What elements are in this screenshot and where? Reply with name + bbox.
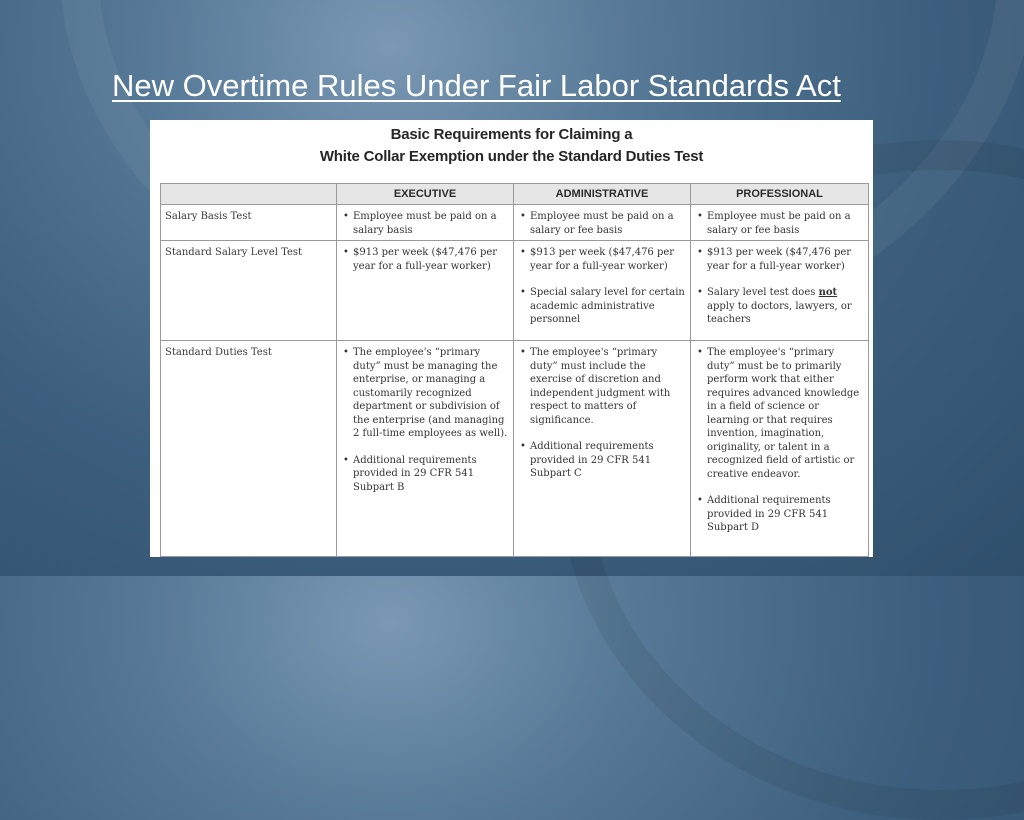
panel-heading [150, 120, 873, 168]
requirements-table [160, 183, 869, 557]
list-item [695, 286, 864, 327]
list-item: • $913 per week ($47,476 per year for a full-year worker) [341, 246, 509, 273]
table-row [161, 341, 869, 557]
cell-executive [337, 341, 514, 557]
list-item: • Employee must be paid on a salary basis [341, 210, 509, 237]
list-item: • $913 per week ($47,476 per year for a full-year worker) [695, 246, 864, 273]
column-header-professional: PROFESSIONAL [691, 184, 869, 205]
row-label-salary-level: Standard Salary Level Test [161, 241, 337, 341]
list-item: • The employee's “primary duty” must be to primarily perform work that either requires advanced knowledge in a field of science or learning or that requires invention, imagination, originality, or talent in a recognized field of artistic or creative endeavor. [695, 346, 864, 481]
column-header-administrative: ADMINISTRATIVE [514, 184, 691, 205]
list-item: • The employee's “primary duty” must be managing the enterprise, or managing a customarily recognized department or subdivision of the enterprise (and managing 2 full-time employees as well). [341, 346, 509, 441]
cell-administrative [514, 205, 691, 241]
table-row [161, 241, 869, 341]
cell-professional [691, 241, 869, 341]
panel-heading-line-1: Basic Requirements for Claiming a [390, 126, 633, 143]
list-item: • Additional requirements provided in 29 CFR 541 Subpart D [695, 494, 864, 535]
note-text: apply to doctors, lawyers, or teachers [707, 300, 852, 325]
emphasis-not: not [818, 287, 838, 298]
requirements-panel [150, 120, 873, 557]
cell-professional [691, 341, 869, 557]
cell-executive [337, 205, 514, 241]
list-item: • Employee must be paid on a salary or fee basis [695, 210, 864, 237]
column-header-executive: EXECUTIVE [337, 184, 514, 205]
cell-professional [691, 205, 869, 241]
list-item: • Additional requirements provided in 29 CFR 541 Subpart C [518, 440, 686, 481]
row-label-duties: Standard Duties Test [161, 341, 337, 557]
table-row [161, 205, 869, 241]
note-text: Salary level test does [707, 287, 819, 298]
list-item: • $913 per week ($47,476 per year for a full-year worker) [518, 246, 686, 273]
table-header-row [161, 184, 869, 205]
cell-executive [337, 241, 514, 341]
cell-administrative [514, 241, 691, 341]
list-item: • Additional requirements provided in 29 CFR 541 Subpart B [341, 454, 509, 495]
panel-heading-line-2: White Collar Exemption under the Standard Duties Test [319, 148, 704, 165]
row-label-salary-basis: Salary Basis Test [161, 205, 337, 241]
list-item: • Special salary level for certain academic administrative personnel [518, 286, 686, 327]
slide-title: New Overtime Rules Under Fair Labor Standards Act [112, 68, 841, 103]
cell-administrative [514, 341, 691, 557]
list-item: • Employee must be paid on a salary or fee basis [518, 210, 686, 237]
column-header-blank [161, 184, 337, 205]
list-item: • The employee's “primary duty” must include the exercise of discretion and independent judgment with respect to matters of significance. [518, 346, 686, 427]
